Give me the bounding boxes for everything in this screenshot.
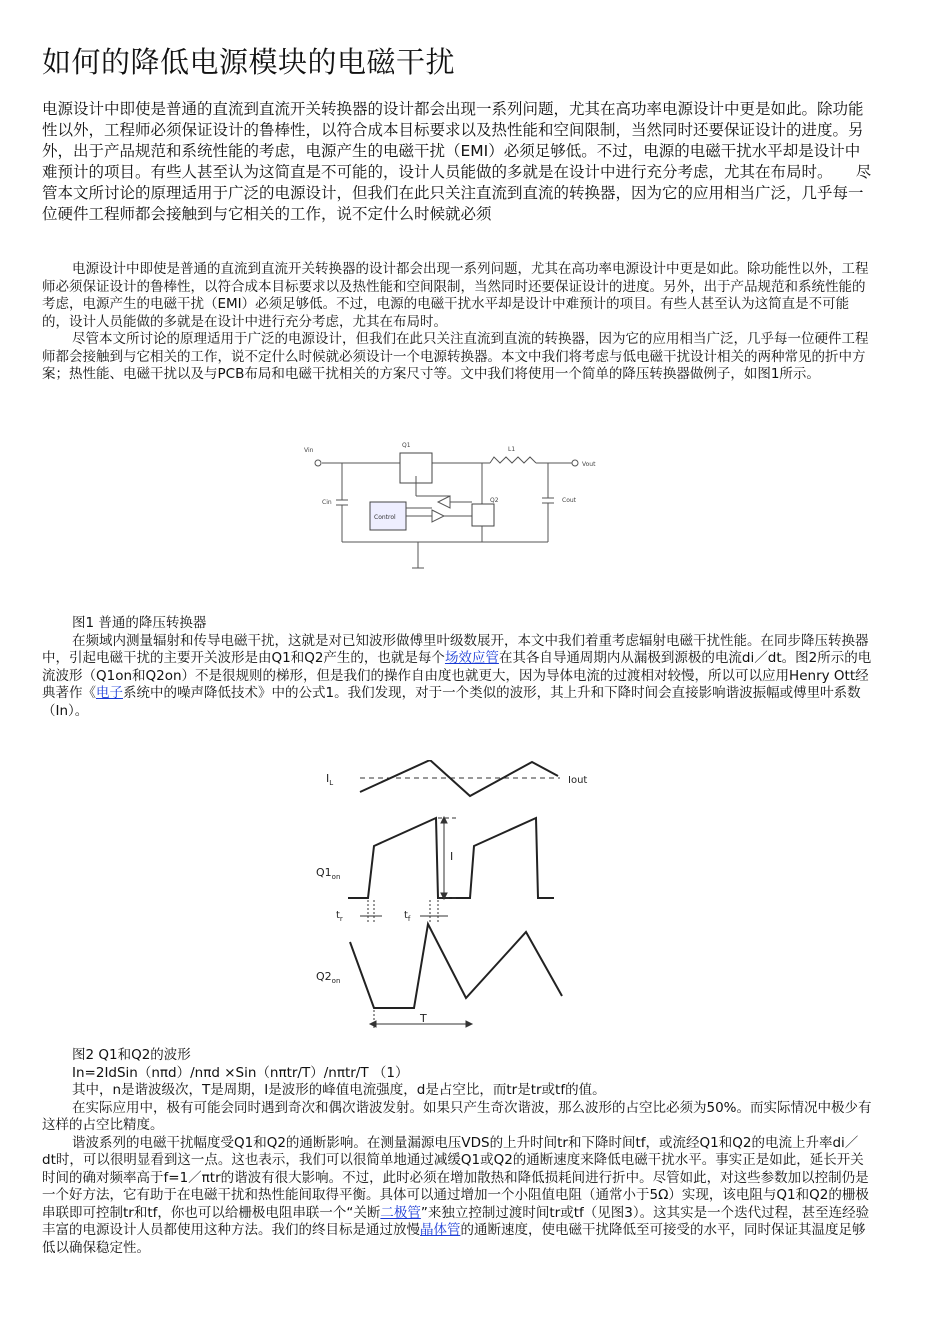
paragraph-3: 在频域内测量辐射和传导电磁干扰，这就是对已知波形做傅里叶级数展开，本文中我们着重考虑辐射电磁干扰性能。在同步降压转换器中，引起电磁干扰的主要开关波形是由Q1和Q2产生的，也就是每个场效应管在其各自导通周期内从漏极到源极的电流di／dt。图2所示的电流波形（Q1on和Q2on）不是很规则的梯形，但是我们的操作自由度也就更大，因为导体电流的过渡相对较慢，所以可以应用Henry Ott经典著作《电子系统中的噪声降低技术》中的公式1。我们发现，对于一个类似的波形，其上升和下降时间会直接影响谐波振幅或傅里叶系数（In）。 xyxy=(42,632,872,719)
fig2-q1on-label: $Q1_{on}$ xyxy=(316,866,341,881)
figure-1-caption-and-text xyxy=(42,615,872,720)
fig2-period-label: T xyxy=(420,1012,427,1025)
fig2-tf-label: $t_f$ xyxy=(404,910,411,923)
electronics-link[interactable]: 电子 xyxy=(96,685,123,701)
fig1-l1-label: L1 xyxy=(508,446,516,453)
formula-1: In=2IdSin（nπd）/nπd ×Sin（nπtr/T）/nπtr/T （1） xyxy=(72,1064,409,1081)
paragraph-6: 谐波系列的电磁干扰幅度受Q1和Q2的通断影响。在测量漏源电压VDS的上升时间tr和下降时间tf，或流经Q1和Q2的电流上升率di／dt时，可以很明显看到这一点。这也表示，我们可以很简单地通过减缓Q1或Q2的通断速度来降低电磁干扰水平。事实正是如此，延长开关时间的确对频率高于f=1／πtr的谐波有很大影响。不过，此时必须在增加散热和降低损耗间进行折中。尽管如此，对这些参数加以控制仍是一个好方法，它有助于在电磁干扰和热性能间取得平衡。具体可以通过增加一个小阻值电阻（通常小于5Ω）实现，该电阻与Q1和Q2的栅极串联即可控制tr和tf，你也可以给栅极电阻串联一个“关断二极管”来独立控制过渡时间tr或tf（见图3）。这其实是一个迭代过程，甚至连经验丰富的电源设计人员都使用这种方法。我们的终目标是通过放慢晶体管的通断速度，使电磁干扰降低至可接受的水平，同时保证其温度足够低以确保稳定性。 xyxy=(42,1134,870,1256)
fig2-peak-current-label: I xyxy=(450,850,454,863)
figure-2-caption-and-text xyxy=(42,1047,872,1257)
fig1-vout-label: Vout xyxy=(582,461,596,468)
article-intro xyxy=(42,261,872,384)
paragraph-5: 在实际应用中，极有可能会同时遇到奇次和偶次谐波发射。如果只产生奇次谐波，那么波形的占空比必须为50%。而实际情况中极少有这样的占空比精度。 xyxy=(42,1099,872,1133)
buck-converter-schematic xyxy=(300,438,600,583)
page-title: 如何的降低电源模块的电磁干扰 xyxy=(42,45,456,79)
fig2-tr-label: $t_r$ xyxy=(336,910,343,923)
paragraph-1: 电源设计中即使是普通的直流到直流开关转换器的设计都会出现一系列问题，尤其在高功率电源设计中更是如此。除功能性以外，工程师必须保证设计的鲁棒性，以符合成本目标要求以及热性能和空间限制，当然同时还要保证设计的进度。另外，出于产品规范和系统性能的考虑，电源产生的电磁干扰（EMI）必须足够低。不过，电源的电磁干扰水平却是设计中难预计的项目。有些人甚至认为这简直是不可能的，设计人员能做的多就是在设计中进行充分考虑，尤其在布局时。 xyxy=(42,261,869,330)
fig2-q2on-label: $Q2_{on}$ xyxy=(316,970,341,985)
mosfet-link[interactable]: 场效应管 xyxy=(444,650,499,666)
summary-paragraph: 电源设计中即使是普通的直流到直流开关转换器的设计都会出现一系列问题，尤其在高功率电源设计中更是如此。除功能性以外，工程师必须保证设计的鲁棒性，以符合成本目标要求以及热性能和空间限制，当然同时还要保证设计的进度。另外，出于产品规范和系统性能的考虑，电源产生的电磁干扰（EMI）必须足够低。不过，电源的电磁干扰水平却是设计中难预计的项目。有些人甚至认为这简直是不可能的，设计人员能做的多就是在设计中进行充分考虑，尤其在布局时。 尽管本文所讨论的原理适用于广泛的电源设计，但我们在此只关注直流到直流的转换器，因为它的应用相当广泛，几乎每一位硬件工程师都会接触到与它相关的工作，说不定什么时候就必须 xyxy=(42,100,872,223)
fig2-il-label: $I_L$ xyxy=(326,772,334,787)
figure-2-caption: 图2 Q1和Q2的波形 xyxy=(72,1047,191,1063)
fig1-cout-label: Cout xyxy=(562,497,577,504)
fig2-iout-label: Iout xyxy=(568,775,588,786)
q1-q2-waveform-chart xyxy=(310,760,610,1035)
figure-1-caption: 图1 普通的降压转换器 xyxy=(72,615,207,631)
fig1-q2-label: Q2 xyxy=(490,497,499,504)
diode-link[interactable]: 二极管 xyxy=(380,1204,421,1221)
paragraph-2: 尽管本文所讨论的原理适用于广泛的电源设计，但我们在此只关注直流到直流的转换器，因为它的应用相当广泛，几乎每一位硬件工程师都会接触到与它相关的工作，说不定什么时候就必须设计一个电源转换器。本文中我们将考虑与低电磁干扰设计相关的两种常见的折中方案；热性能、电磁干扰以及与PCB布局和电磁干扰相关的方案尺寸等。文中我们将使用一个简单的降压转换器做例子，如图1所示。 xyxy=(42,331,869,382)
paragraph-4: 其中，n是谐波级次，T是周期，I是波形的峰值电流强度，d是占空比，而tr是tr或tf的值。 xyxy=(72,1082,606,1098)
transistor-link[interactable]: 晶体管 xyxy=(420,1222,461,1238)
fig1-q1-label: Q1 xyxy=(402,442,411,449)
fig1-control-label: Control xyxy=(374,514,396,521)
fig1-cin-label: Cin xyxy=(322,499,332,506)
fig1-vin-label: Vin xyxy=(304,447,314,454)
